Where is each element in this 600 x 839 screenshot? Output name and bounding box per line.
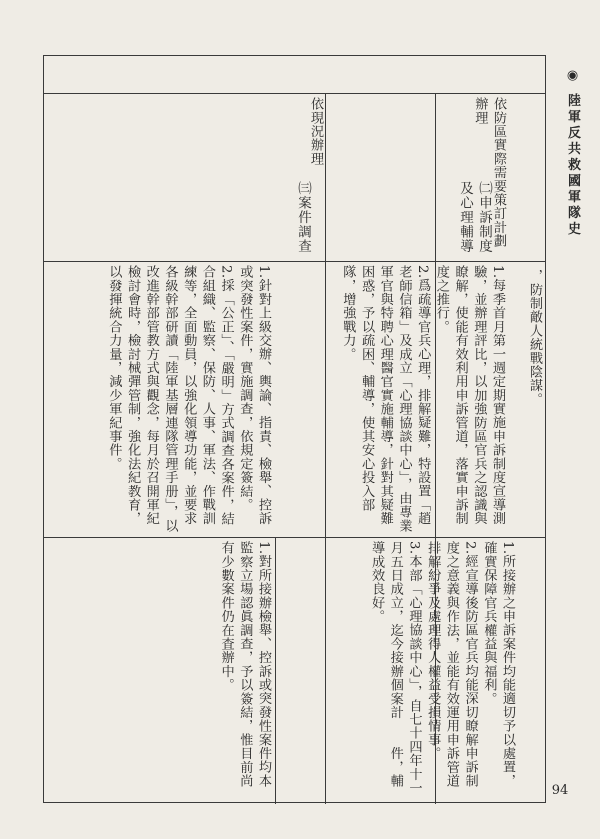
item-title-text: ㈡申訴制度及心理輔導	[457, 181, 492, 254]
measure-text: 1.針對上級交辦、輿論、指責、檢舉、控訴或突發性案件，實施調查，依規定簽結。	[237, 265, 271, 526]
plan-table	[43, 55, 546, 803]
appeal-results-cell	[326, 541, 516, 801]
result-text: 1.所接辦之申訴案件均能適切予以處置，確實保障官兵權益與福利。	[481, 541, 515, 788]
case-measures-cell	[106, 265, 272, 533]
row-divider	[44, 537, 545, 538]
basis-text: 依現況辦理	[308, 97, 323, 166]
measure-text: 2.採「公正」、「嚴明」方式調查各案件，結合組織、監察、保防、人事、軍法、作戰訓練等，全面動員，以強化領導功能，並要求各級幹部研讀「陸軍基層連隊管理手册」，以改進幹部管教方式與觀念，每月於召開軍紀檢討會時，檢討械彈管制，強化法紀教育，以發揮統合力量，減少軍紀事件。	[106, 265, 234, 533]
running-header	[562, 68, 582, 238]
row-divider	[44, 93, 545, 94]
plan-continuation-text: ，防制敵人統戰陰謀。	[527, 269, 542, 406]
result-text: 2.經宣導後防區官兵均能深切瞭解申訴制度之意義與作法，並能有效運用申訴管道排解紛爭及處理得人權益受損情事。	[425, 541, 478, 788]
result-text: 1.對所接辦檢舉、控訴或突發性案件均本監察立場認眞調查，予以簽結，惟目前尚有少數案件仍在査辦中。	[218, 541, 271, 788]
page-number: 94	[551, 783, 569, 798]
side-title-text: 陸軍反共救國軍隊史	[565, 93, 580, 238]
bullet-icon: ◉	[565, 68, 580, 86]
item-title-text: ㈢案件調查	[295, 181, 311, 254]
measure-text: 2.爲疏導官兵心理，排解疑難，特設置「趙老師信箱」及成立「心理協談中心」，由專業軍官與特聘心理醫官實施輔導，針對其疑難困惑，予以疏困、輔導，使其安心投入部隊，增強戰力。	[340, 265, 431, 533]
measure-text: 1.每季首月第一週定期實施申訴制度宣導測驗，並辦理評比，以加強防區官兵之認識與瞭解，使能有效利用申訴管道，落實申訴制度之推行。	[433, 265, 505, 526]
basis-text: 依防區實際需要策訂計劃辦理	[472, 97, 506, 248]
case-results-cell	[214, 541, 272, 801]
result-text: 3.本部「心理協談中心」，自七十四年十一月五日成立，迄今接辦個案計 件，輔導成效良好。	[369, 541, 422, 795]
appeal-measures-cell	[326, 265, 506, 533]
item-title-appeal	[447, 181, 493, 259]
column-divider	[275, 537, 276, 804]
plan-continuation-cell	[509, 269, 543, 533]
row-divider	[44, 261, 545, 262]
item-title-case	[284, 181, 312, 259]
